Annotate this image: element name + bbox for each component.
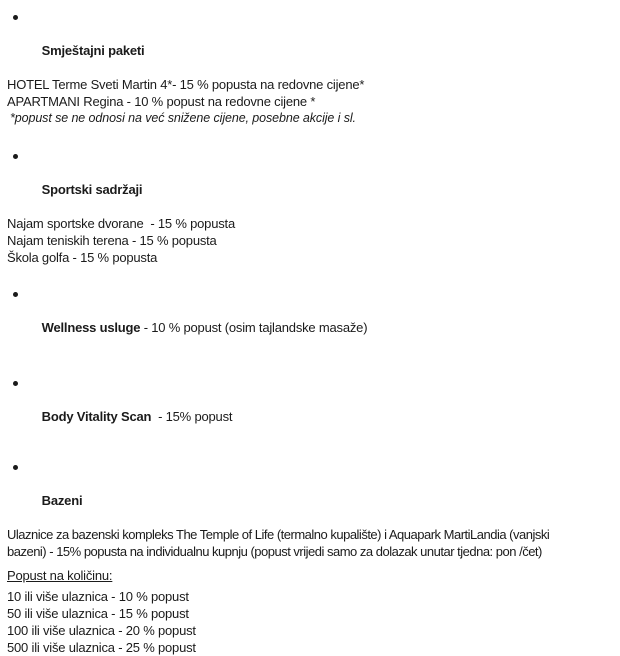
section-heading-accommodation [7, 8, 620, 76]
wellness-title: Wellness usluge [41, 320, 141, 335]
hotel-discount-line: HOTEL Terme Sveti Martin 4*- 15 % popusta na redovne cijene* [7, 77, 365, 92]
quantity-tier-line-500: 500 ili više ulaznica - 25 % popust [7, 640, 196, 655]
section-title-sports: Sportski sadržaji [41, 182, 143, 197]
pool-tickets-line-2: bazeni) - 15% popusta na individualnu kupnju (popust vrijedi samo za dolazak unutar tjedna: pon /čet) [7, 544, 542, 559]
bullet-icon [13, 381, 18, 386]
apartment-discount-line: APARTMANI Regina - 10 % popust na redovne cijene * [7, 94, 316, 109]
body-vitality-scan-title: Body Vitality Scan [41, 409, 152, 424]
section-heading-pools [7, 458, 620, 526]
wellness-detail: - 10 % popust (osim tajlandske masaže) [140, 320, 368, 335]
bullet-icon [13, 15, 18, 20]
tennis-courts-line: Najam teniskih terena - 15 % popusta [7, 233, 217, 248]
footnote-line: *popust se ne odnosi na već snižene cijene, posebne akcije i sl. [10, 111, 356, 125]
bullet-icon [13, 465, 18, 470]
pool-tickets-line-1: Ulaznice za bazenski kompleks The Temple of Life (termalno kupalište) i Aquapark MartiLandia (vanjski [7, 527, 550, 542]
quantity-tier-line-50: 50 ili više ulaznica - 15 % popust [7, 606, 189, 621]
quantity-tier-line-100: 100 ili više ulaznica - 20 % popust [7, 623, 196, 638]
wellness-line [7, 285, 620, 353]
section-title-accommodation: Smještajni paketi [41, 43, 145, 58]
bullet-icon [13, 154, 18, 159]
quantity-tier-line-10: 10 ili više ulaznica - 10 % popust [7, 589, 189, 604]
section-title-pools: Bazeni [41, 493, 83, 508]
body-vitality-scan-line [7, 374, 620, 442]
quantity-discount-title: Popust na količinu: [7, 568, 113, 583]
bullet-icon [13, 292, 18, 297]
section-heading-sports [7, 147, 620, 215]
sports-hall-line: Najam sportske dvorane - 15 % popusta [7, 216, 235, 231]
golf-school-line: Škola golfa - 15 % popusta [7, 250, 158, 265]
body-vitality-scan-detail: - 15% popust [151, 409, 233, 424]
